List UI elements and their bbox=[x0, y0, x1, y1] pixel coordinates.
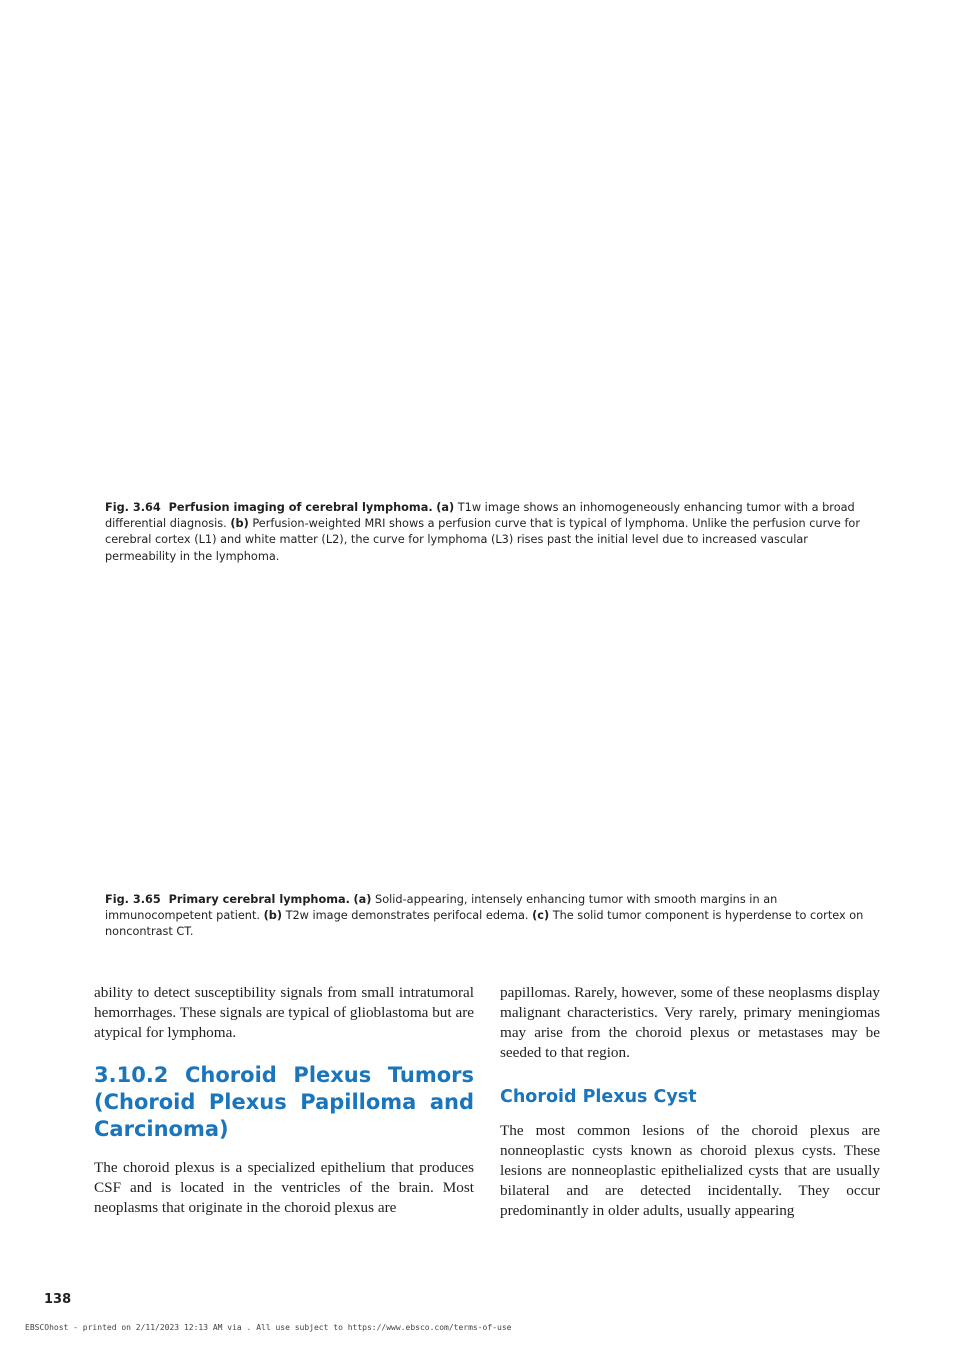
figure-3-64-caption bbox=[105, 500, 875, 565]
body-paragraph: ability to detect susceptibility signals from small intratumoral hemorrhages. These signals are typical of glioblastoma but are atypical for lymphoma. bbox=[94, 984, 474, 1041]
page-number: 138 bbox=[44, 1292, 72, 1307]
figure-label: Fig. 3.64 bbox=[105, 501, 161, 514]
body-paragraph: The most common lesions of the choroid plexus are nonneoplastic cysts known as choroid plexus cysts. These lesions are nonneoplastic epithelialized cysts that are usually bilateral and are detected incidentally. They occur predominantly in older adults, usually appearing bbox=[500, 1122, 880, 1219]
figure-title: Primary cerebral lymphoma. bbox=[168, 893, 350, 906]
figure-title: Perfusion imaging of cerebral lymphoma. bbox=[168, 501, 433, 514]
footer-notice: EBSCOhost - printed on 2/11/2023 12:13 AM via . All use subject to https://www.ebsco.com/terms-of-use bbox=[25, 1323, 512, 1332]
panel-c-text: The solid tumor component is hyperdense to cortex on noncontrast CT. bbox=[105, 909, 864, 939]
body-paragraph: The choroid plexus is a specialized epithelium that produces CSF and is located in the ventricles of the brain. Most neoplasms that originate in the choroid plexus are bbox=[94, 1159, 474, 1216]
body-paragraph: papillomas. Rarely, however, some of these neoplasms display malignant characteristics. Very rarely, primary meningiomas may arise from the choroid plexus or metastases may be seeded to that region. bbox=[500, 984, 880, 1061]
subsection-heading: Choroid Plexus Cyst bbox=[500, 1087, 697, 1107]
section-heading: 3.10.2 Choroid Plexus Tumors (Choroid Plexus Papilloma and Carcinoma) bbox=[94, 1063, 474, 1141]
panel-b-tag: (b) bbox=[230, 517, 249, 531]
panel-b-text: Perfusion-weighted MRI shows a perfusion curve that is typical of lymphoma. Unlike the perfusion curve for cerebral cortex (L1) and white matter (L2), the curve for lymphoma (L3) rises past the initial level due to increased vascular permeability in the lymphoma. bbox=[105, 517, 860, 563]
panel-b-tag: (b) bbox=[263, 909, 282, 923]
figure-3-65-caption bbox=[105, 892, 875, 941]
left-column bbox=[94, 983, 474, 1218]
panel-b-text: T2w image demonstrates perifocal edema. bbox=[285, 909, 529, 923]
panel-a-tag: (a) bbox=[353, 893, 372, 906]
right-column bbox=[500, 983, 880, 1221]
panel-a-text: T1w image shows an inhomogeneously enhancing tumor with a broad differential diagnosis. bbox=[105, 501, 855, 531]
panel-a-text: Solid-appearing, intensely enhancing tumor with smooth margins in an immunocompetent patient. bbox=[105, 893, 778, 923]
figure-label: Fig. 3.65 bbox=[105, 893, 161, 906]
panel-c-tag: (c) bbox=[532, 909, 550, 923]
panel-a-tag: (a) bbox=[436, 501, 455, 514]
